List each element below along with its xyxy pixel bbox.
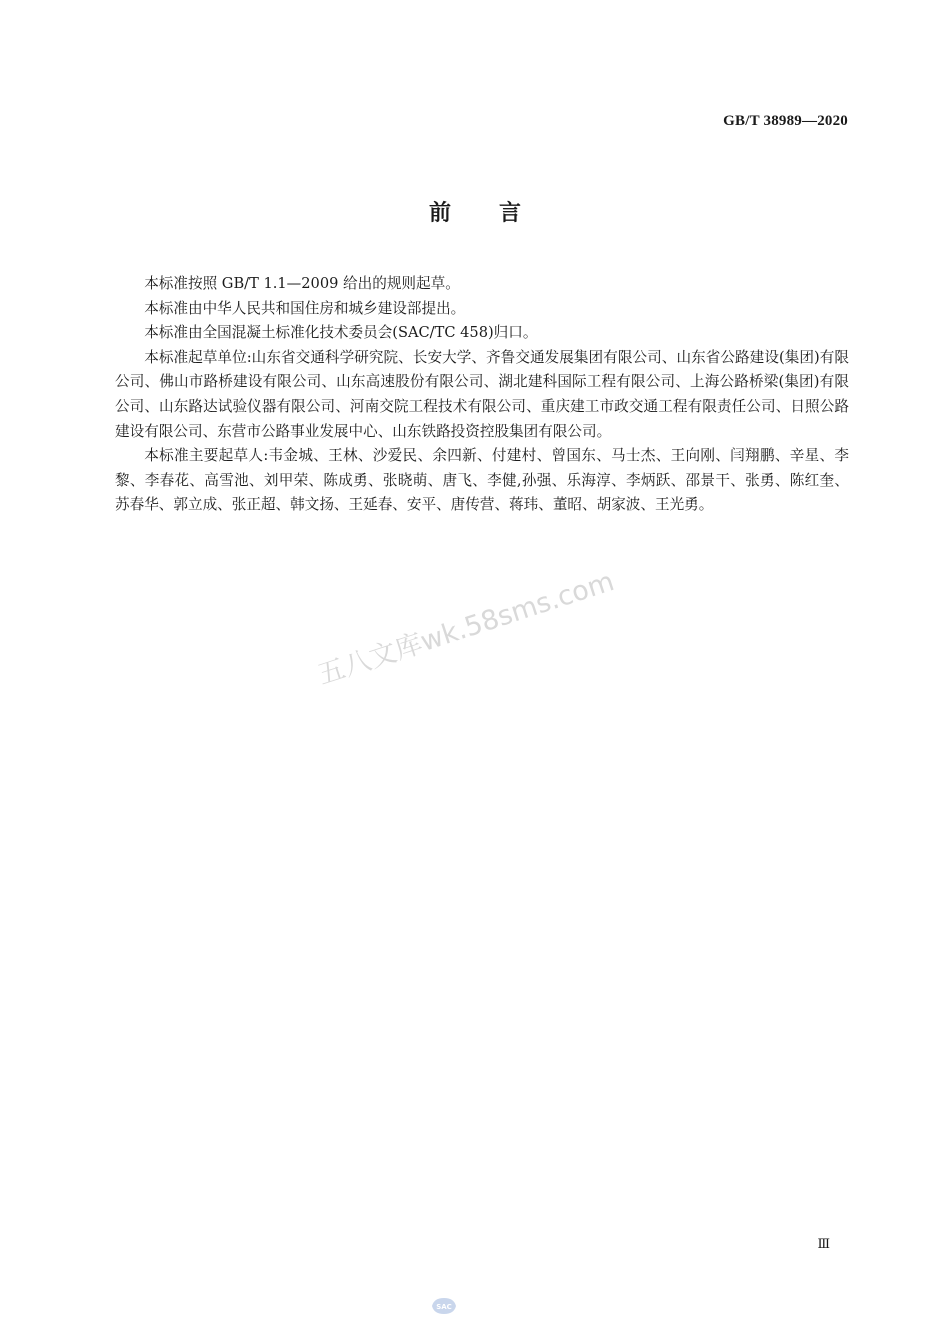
page-number: Ⅲ (817, 1236, 830, 1251)
watermark: 五八文库wk.58sms.com (314, 566, 618, 692)
paragraph-drafters: 本标准主要起草人:韦金城、王林、沙爱民、余四新、付建村、曾国东、马士杰、王向刚、闫翔鹏、辛星、李黎、李春花、高雪池、刘甲荣、陈成勇、张晓萌、唐飞、李健,孙强、乐海淳、李炳跃、邵景干、张勇、陈红奎、苏春华、郭立成、张正超、韩文扬、王延春、安平、唐传营、蒋玮、董昭、胡家波、王光勇。 (115, 447, 849, 514)
paragraph-committee: 本标准由全国混凝土标准化技术委员会(SAC/TC 458)归口。 (144, 324, 538, 342)
page-title (0, 196, 950, 227)
foreword-body (115, 272, 849, 518)
sac-logo-text: SAC (436, 1303, 452, 1311)
sac-logo-icon (430, 1296, 458, 1316)
standard-code: GB/T 38989—2020 (723, 113, 848, 129)
title-char-1: 前 (428, 201, 451, 226)
paragraph-drafting-rules: 本标准按照 GB/T 1.1—2009 给出的规则起草。 (144, 275, 460, 292)
paragraph-proposer: 本标准由中华人民共和国住房和城乡建设部提出。 (144, 299, 466, 317)
paragraph-drafting-units: 本标准起草单位:山东省交通科学研究院、长安大学、齐鲁交通发展集团有限公司、山东省公路建设(集团)有限公司、佛山市路桥建设有限公司、山东高速股份有限公司、湖北建科国际工程有限公司、上海公路桥梁(集团)有限公司、山东路达试验仪器有限公司、河南交院工程技术有限公司、重庆建工市政交通工程有限责任公司、日照公路建设有限公司、东营市公路事业发展中心、山东铁路投资控股集团有限公司。 (115, 348, 849, 440)
title-char-2: 言 (499, 201, 522, 226)
